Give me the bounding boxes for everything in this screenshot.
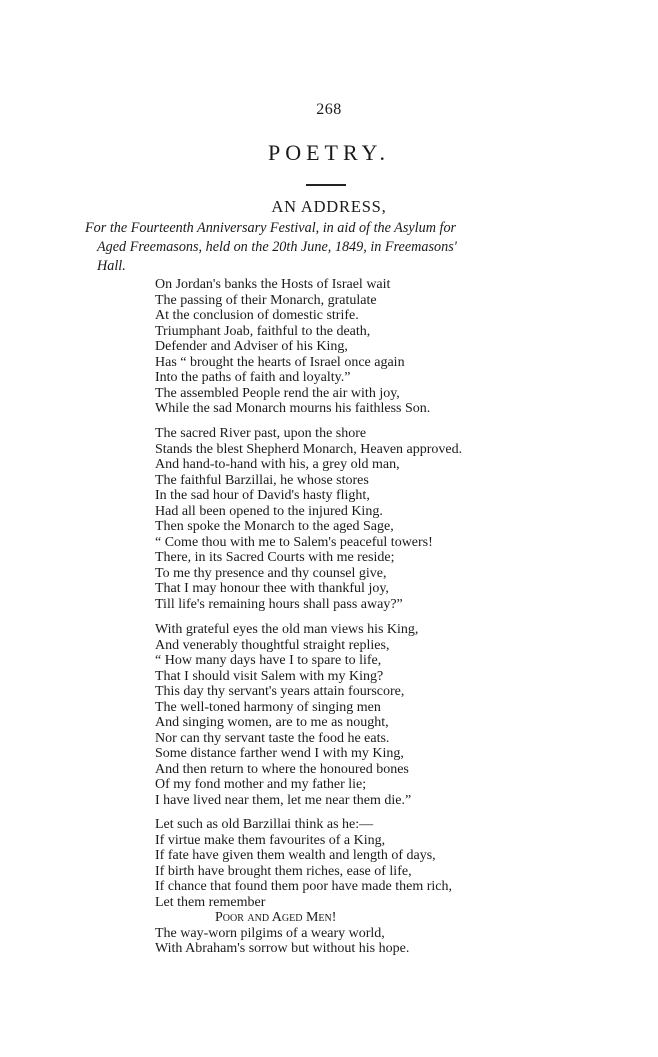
verse-line: While the sad Monarch mourns his faithless Son.: [155, 401, 431, 417]
verse-line: Let them remember: [155, 894, 266, 910]
stanza-2: [155, 426, 462, 613]
verse-line: And singing women, are to me as nought,: [155, 715, 389, 731]
verse-line: That I should visit Salem with my King?: [155, 668, 384, 684]
verse-line: This day thy servant's years attain fourscore,: [155, 684, 405, 700]
verse-line: The sacred River past, upon the shore: [155, 426, 367, 441]
poem-dedication: [85, 219, 585, 276]
verse-line: Had all been opened to the injured King.: [155, 503, 383, 519]
verse-line: With grateful eyes the old man views his King,: [155, 622, 419, 637]
verse-line: Then spoke the Monarch to the aged Sage,: [155, 519, 394, 535]
verse-line: Of my fond mother and my father lie;: [155, 777, 367, 793]
verse-line: The passing of their Monarch, gratulate: [155, 292, 377, 308]
verse-line: The assembled People rend the air with joy,: [155, 385, 400, 401]
verse-line: If fate have given them wealth and length of days,: [155, 848, 436, 864]
verse-line: If chance that found them poor have made them rich,: [155, 879, 452, 895]
verse-line: On Jordan's banks the Hosts of Israel wait: [155, 277, 391, 292]
verse-line: The way-worn pilgims of a weary world,: [155, 925, 385, 941]
verse-line: If birth have brought them riches, ease of life,: [155, 863, 412, 879]
verse-line: In the sad hour of David's hasty flight,: [155, 488, 370, 504]
dedication-line: Hall.: [97, 258, 126, 274]
verse-line: That I may honour thee with thankful joy,: [155, 581, 389, 597]
verse-line: Has “ brought the hearts of Israel once again: [155, 354, 405, 370]
verse-line: Into the paths of faith and loyalty.”: [155, 370, 351, 386]
verse-line: I have lived near them, let me near them die.”: [155, 793, 412, 809]
verse-line: To me thy presence and thy counsel give,: [155, 565, 387, 581]
verse-line: And venerably thoughtful straight replies,: [155, 637, 390, 653]
verse-line: And then return to where the honoured bones: [155, 761, 409, 777]
verse-line-emphasis: Poor and Aged Men!: [215, 910, 337, 926]
verse-line: Triumphant Joab, faithful to the death,: [155, 323, 371, 339]
verse-line: At the conclusion of domestic strife.: [155, 308, 359, 324]
stanza-1: [155, 277, 430, 417]
verse-line: If virtue make them favourites of a King,: [155, 832, 386, 848]
title-divider: [306, 184, 346, 186]
verse-line: Nor can thy servant taste the food he eats.: [155, 730, 390, 746]
verse-line: The well-toned harmony of singing men: [155, 699, 381, 715]
verse-line: Till life's remaining hours shall pass away?”: [155, 597, 403, 613]
dedication-line: Aged Freemasons, held on the 20th June, 1849, in Freemasons': [97, 239, 457, 255]
stanza-4: [155, 817, 452, 957]
section-title: POETRY.: [267, 140, 390, 165]
page-number: 268: [316, 101, 342, 118]
stanza-3: [155, 622, 418, 809]
verse-line: With Abraham's sorrow but without his hope.: [155, 941, 410, 957]
verse-line: There, in its Sacred Courts with me reside;: [155, 550, 395, 566]
dedication-line: For the Fourteenth Anniversary Festival, in aid of the Asylum for: [85, 220, 457, 236]
verse-line: The faithful Barzillai, he whose stores: [155, 472, 369, 488]
verse-line: And hand-to-hand with his, a grey old man,: [155, 457, 400, 473]
verse-line: Stands the blest Shepherd Monarch, Heaven approved.: [155, 441, 463, 457]
verse-line: Some distance farther wend I with my King,: [155, 746, 404, 762]
verse-line: “ Come thou with me to Salem's peaceful towers!: [155, 534, 433, 550]
verse-line: “ How many days have I to spare to life,: [155, 653, 382, 669]
verse-line: Defender and Adviser of his King,: [155, 339, 348, 355]
poem-title: AN ADDRESS,: [271, 197, 387, 216]
verse-line: Let such as old Barzillai think as he:—: [155, 817, 374, 832]
